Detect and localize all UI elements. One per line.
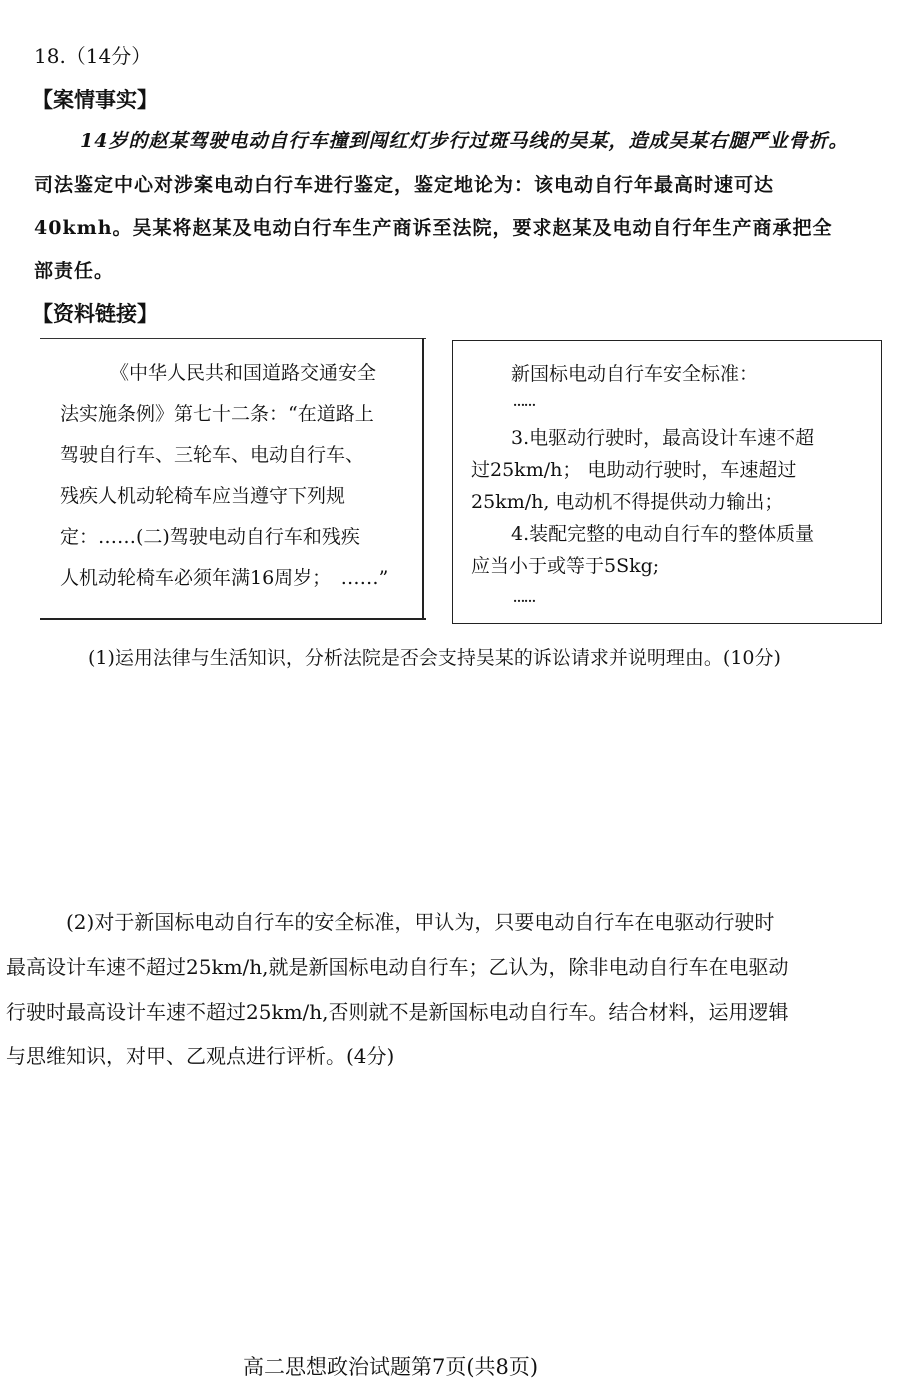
- case-facts-line: 40kmh。吴某将赵某及电动白行车生产商诉至法院，要求赵某及电动自行年生产商承把全: [34, 217, 833, 239]
- regulation-line: 人机动轮椅车必须年满16周岁； ……”: [60, 567, 389, 589]
- regulation-line: 法实施条例》第七十二条：“在道路上: [60, 403, 374, 425]
- material-link-title: 【资料链接】: [32, 302, 158, 326]
- sub-question-1: (1)运用法律与生活知识，分析法院是否会支持吴某的诉讼请求并说明理由。(10分): [88, 647, 781, 669]
- case-facts-title: 【案情事实】: [32, 88, 158, 112]
- case-facts-line: 14岁的赵某驾驶电动自行车撞到闯红灯步行过斑马线的吴某，造成吴某右腿严业骨折。: [80, 130, 849, 152]
- sub-question-2-line: 与思维知识，对甲、乙观点进行评析。(4分): [6, 1044, 395, 1068]
- standard-line: 4.装配完整的电动自行车的整体质量: [511, 523, 815, 545]
- standard-heading: 新国标电动自行车安全标准：: [511, 363, 759, 385]
- regulation-line: 残疾人机动轮椅车应当遵守下列规: [60, 485, 346, 507]
- regulation-line: 定：……(二)驾驶电动自行车和残疾: [60, 526, 360, 548]
- standard-box: [452, 340, 882, 624]
- standard-line: 过25km/h； 电助动行驶时，车速超过: [471, 459, 797, 481]
- sub-question-2-line: (2)对于新国标电动自行车的安全标准，甲认为，只要电动自行车在电驱动行驶时: [66, 910, 775, 934]
- standard-line: 25km/h, 电动机不得提供动力输出；: [471, 491, 784, 513]
- standard-ellipsis-top: ……: [513, 395, 535, 409]
- regulation-line: 《中华人民共和国道路交通安全: [110, 362, 377, 384]
- case-facts-line: 司法鉴定中心对涉案电动白行车进行鉴定，鉴定地论为：该电动自行年最高时速可达: [34, 174, 775, 196]
- box-top-rule: [40, 338, 426, 339]
- regulation-line: 驾驶自行车、三轮车、电动自行车、: [60, 444, 365, 466]
- box-bottom-rule: [40, 618, 426, 620]
- regulation-excerpt-box: [40, 338, 424, 618]
- sub-question-2-line: 行驶时最高设计车速不超过25km/h,否则就不是新国标电动自行车。结合材料，运用逻辑: [6, 1000, 789, 1024]
- page-footer: 高二思想政治试题第7页(共8页): [243, 1355, 539, 1379]
- question-number: 18.（14分）: [34, 44, 152, 68]
- standard-ellipsis-bottom: ……: [513, 591, 535, 605]
- case-facts-line: 部责任。: [34, 260, 115, 282]
- box-right-rule: [422, 338, 424, 620]
- standard-line: 3.电驱动行驶时，最高设计车速不超: [511, 427, 815, 449]
- sub-question-2-line: 最高设计车速不超过25km/h,就是新国标电动自行车；乙认为，除非电动自行车在电驱动: [6, 955, 789, 979]
- standard-line: 应当小于或等于5Skg;: [471, 555, 660, 577]
